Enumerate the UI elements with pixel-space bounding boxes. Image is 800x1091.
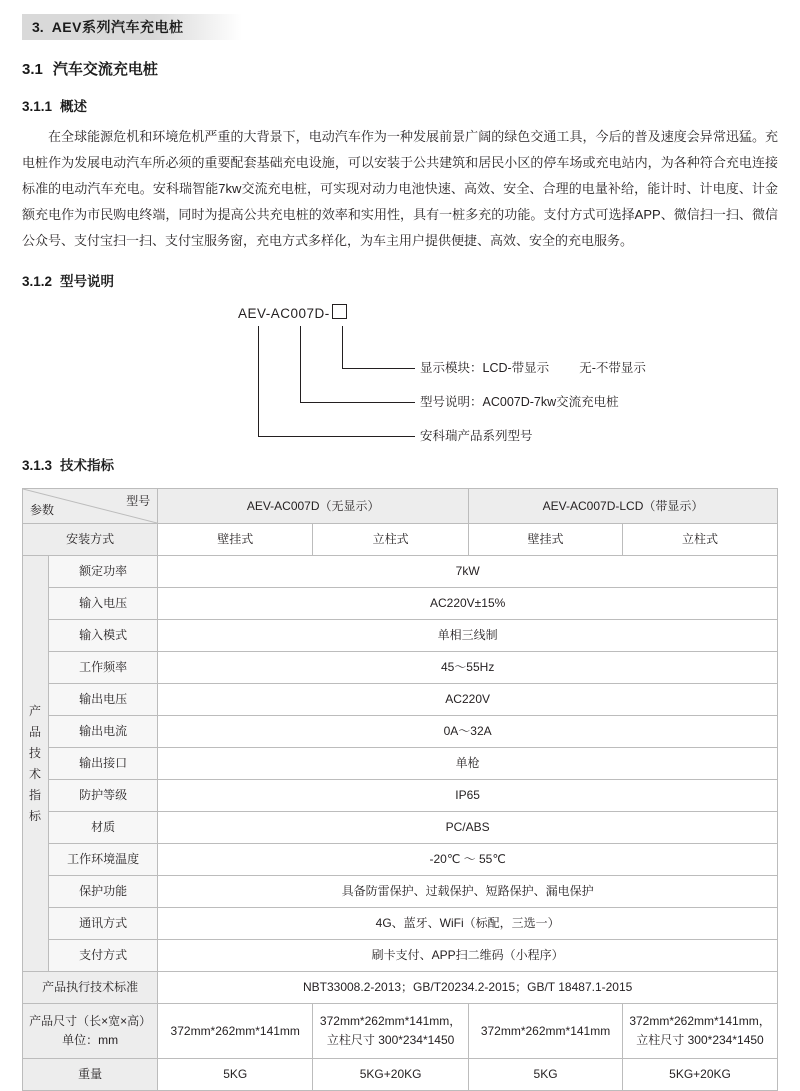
spec-table-wrapper	[22, 488, 778, 1091]
side-label-char-5: 指	[28, 787, 42, 802]
corner-label-parameter: 参数	[30, 503, 55, 517]
side-label-product-spec	[23, 556, 49, 972]
table-row	[23, 908, 778, 940]
row-value: 具备防雷保护、过载保护、短路保护、漏电保护	[158, 876, 778, 908]
chapter-number: 3.	[32, 19, 44, 35]
section-3-1-heading	[22, 58, 778, 79]
row-value: IP65	[158, 780, 778, 812]
section-3-1-2-title: 型号说明	[60, 274, 115, 289]
model-label-series-name: 安科瑞产品系列型号	[420, 429, 533, 443]
section-3-1-1-number: 3.1.1	[22, 99, 53, 114]
section-3-1-1-heading	[22, 95, 778, 115]
size-value-3: 372mm*262mm*141mm	[469, 1004, 623, 1059]
model-explanation-diagram	[0, 304, 800, 443]
weight-value-4: 5KG+20KG	[623, 1059, 778, 1091]
size-row	[23, 1004, 778, 1059]
weight-value-2: 5KG+20KG	[313, 1059, 469, 1091]
row-label: 输入模式	[48, 620, 157, 652]
section-3-1-number: 3.1	[22, 61, 43, 78]
row-label: 输出电流	[48, 716, 157, 748]
row-value: 45～55Hz	[158, 652, 778, 684]
install-type-3: 壁挂式	[469, 524, 623, 556]
table-row	[23, 588, 778, 620]
row-value: 单相三线制	[158, 620, 778, 652]
install-type-4: 立柱式	[623, 524, 778, 556]
table-row	[23, 780, 778, 812]
model-label-series	[420, 426, 533, 444]
section-3-1-2-heading	[22, 270, 778, 290]
table-row	[23, 940, 778, 972]
row-label: 工作环境温度	[48, 844, 157, 876]
section-3-1-3-heading	[22, 454, 778, 474]
chapter-heading	[22, 14, 242, 40]
section-3-1-1-title: 概述	[60, 99, 88, 114]
weight-value-3: 5KG	[469, 1059, 623, 1091]
row-value: 4G、蓝牙、WiFi（标配，三选一）	[158, 908, 778, 940]
table-row	[23, 716, 778, 748]
size-value-4: 372mm*262mm*141mm，立柱尺寸 300*234*1450	[623, 1004, 778, 1059]
model-code-label	[238, 304, 347, 321]
model-label-display-value2: 无-不带显示	[579, 361, 646, 375]
side-label-char-1: 产	[28, 703, 42, 718]
table-corner-cell	[23, 489, 158, 524]
row-label: 保护功能	[48, 876, 157, 908]
weight-row	[23, 1059, 778, 1091]
row-label: 工作频率	[48, 652, 157, 684]
model-label-display	[420, 358, 646, 376]
row-value: AC220V±15%	[158, 588, 778, 620]
table-row	[23, 620, 778, 652]
row-value: 单枪	[158, 748, 778, 780]
model-label-display-value: LCD-带显示	[482, 361, 550, 375]
row-value: 7kW	[158, 556, 778, 588]
model-label-display-name: 显示模块：	[420, 361, 483, 375]
table-row	[23, 556, 778, 588]
row-label: 输出电压	[48, 684, 157, 716]
side-label-char-2: 品	[28, 724, 42, 739]
side-label-char-6: 标	[28, 808, 42, 823]
table-row	[23, 844, 778, 876]
table-row	[23, 876, 778, 908]
row-value: 0A～32A	[158, 716, 778, 748]
leader-line-series	[258, 326, 415, 437]
weight-row-label: 重量	[23, 1059, 158, 1091]
table-header-row	[23, 489, 778, 524]
chapter-title: AEV系列汽车充电桩	[51, 19, 184, 35]
weight-value-1: 5KG	[158, 1059, 313, 1091]
specifications-table	[22, 488, 778, 1091]
standard-row	[23, 972, 778, 1004]
table-row	[23, 748, 778, 780]
overview-paragraph: 在全球能源危机和环境危机严重的大背景下，电动汽车作为一种发展前景广阔的绿色交通工具，今后的普及速度会异常迅猛。充电桩作为发展电动汽车所必须的重要配套基础充电设施，可以安装于公共建筑和居民小区的停车场或充电站内，为各种符合充电连接标准的电动汽车充电。安科瑞智能7kw交流充电桩，可实现对动力电池快速、高效、安全、合理的电量补给，能计时、计电度、计金额充电作为市民购电终端，同时为提高公共充电桩的效率和实用性，具有一桩多充的功能。支付方式可选择APP、微信扫一扫、微信公众号、支付宝扫一扫、支付宝服务窗，充电方式多样化，为车主用户提供便捷、高效、安全的充电服务。	[22, 129, 778, 248]
model-label-model-value: AC007D-7kw交流充电桩	[482, 395, 619, 409]
section-3-1-3-title: 技术指标	[60, 458, 115, 473]
row-label: 防护等级	[48, 780, 157, 812]
row-value: PC/ABS	[158, 812, 778, 844]
install-type-row	[23, 524, 778, 556]
install-type-1: 壁挂式	[158, 524, 313, 556]
row-label: 支付方式	[48, 940, 157, 972]
row-label: 输出接口	[48, 748, 157, 780]
row-value: -20℃ ～ 55℃	[158, 844, 778, 876]
size-value-2: 372mm*262mm*141mm，立柱尺寸 300*234*1450	[313, 1004, 469, 1059]
model-label-model-name: 型号说明：	[420, 395, 483, 409]
row-label: 额定功率	[48, 556, 157, 588]
size-row-label: 产品尺寸（长×宽×高）单位：mm	[23, 1004, 158, 1059]
table-row	[23, 652, 778, 684]
row-label: 输入电压	[48, 588, 157, 620]
document-page	[0, 14, 800, 1091]
model-code-text: AEV-AC007D-	[238, 306, 330, 321]
standard-row-label: 产品执行技术标准	[23, 972, 158, 1004]
model-label-model	[420, 392, 619, 410]
corner-label-model: 型号	[126, 494, 151, 508]
row-label: 通讯方式	[48, 908, 157, 940]
install-type-2: 立柱式	[313, 524, 469, 556]
model-header-no-display: AEV-AC007D（无显示）	[158, 489, 469, 524]
section-3-1-2-number: 3.1.2	[22, 274, 53, 289]
table-row	[23, 812, 778, 844]
section-3-1-title: 汽车交流充电桩	[52, 61, 158, 78]
row-value: 刷卡支付、APP扫二维码（小程序）	[158, 940, 778, 972]
install-row-label: 安装方式	[23, 524, 158, 556]
section-3-1-3-number: 3.1.3	[22, 458, 53, 473]
model-header-lcd: AEV-AC007D-LCD（带显示）	[469, 489, 778, 524]
table-row	[23, 684, 778, 716]
row-label: 材质	[48, 812, 157, 844]
side-label-char-4: 术	[28, 766, 42, 781]
size-value-1: 372mm*262mm*141mm	[158, 1004, 313, 1059]
standard-row-value: NBT33008.2-2013；GB/T20234.2-2015；GB/T 18487.1-2015	[158, 972, 778, 1004]
row-value: AC220V	[158, 684, 778, 716]
side-label-char-3: 技	[28, 745, 42, 760]
model-code-box-icon	[332, 304, 347, 319]
